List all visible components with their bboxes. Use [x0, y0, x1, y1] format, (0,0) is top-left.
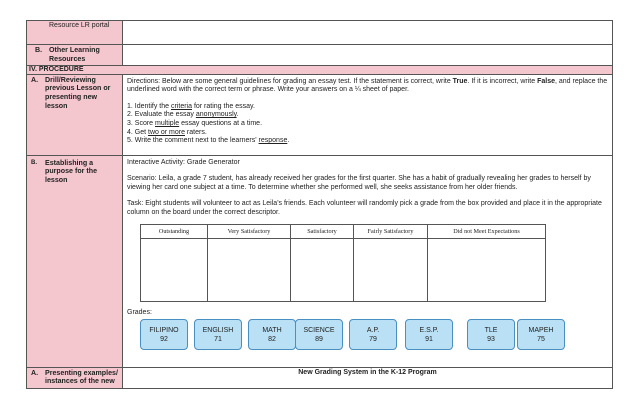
drill-cell [27, 74, 123, 155]
presenting-row [27, 367, 613, 388]
grade-box[interactable] [295, 319, 343, 350]
other-resources-label: Other Learning Resources [49, 46, 100, 63]
grade-value: 92 [160, 335, 168, 343]
purpose-row [27, 155, 613, 367]
grade-subject: E.S.P. [419, 326, 439, 334]
resource-portal-row [27, 21, 613, 45]
other-resources-row [27, 45, 613, 66]
grade-subject: FILIPINO [149, 326, 179, 334]
drill-directions: Directions: Below are some general guidelines for grading an essay test. If the statement is correct, write True. If it is incorrect, write False, and replace the underlined word with the correct term or phrase. Write your answers on a ¼ sheet of paper. [127, 77, 608, 94]
grade-subject: MAPEH [528, 326, 554, 334]
drill-content [123, 74, 613, 155]
resource-portal-content [123, 21, 613, 45]
presenting-marker: A. [31, 368, 39, 377]
drill-row [27, 74, 613, 155]
scenario-text: Scenario: Leila, a grade 7 student, has already received her grades for the first quarter. She has a habit of gradually revealing her grades to herself by viewing her card one subject at a time. To determine whether she performed well, she seeks assistance from her older friends. [127, 175, 591, 191]
drill-marker: A. [31, 75, 39, 84]
grade-subject: TLE [484, 326, 498, 334]
grade-value: 82 [268, 335, 276, 343]
descriptor-fairly-satisfactory: Fairly Satisfactory [354, 225, 428, 238]
board-column [291, 239, 354, 302]
purpose-label: Establishing a purpose for the lesson [45, 158, 98, 185]
descriptor-outstanding: Outstanding [141, 225, 208, 238]
descriptor-did-not-meet: Did not Meet Expectations [453, 227, 520, 235]
board-column [208, 239, 291, 302]
purpose-marker: B. [31, 159, 37, 166]
grade-box[interactable] [248, 319, 296, 350]
grade-subject: A.P. [366, 326, 380, 334]
descriptor-satisfactory: Satisfactory [291, 225, 354, 238]
board-column [428, 239, 545, 302]
purpose-cell [27, 155, 123, 367]
drill-item: 2. Evaluate the essay anonymously. [127, 111, 239, 119]
grade-value: 71 [214, 335, 222, 343]
grade-value: 93 [487, 335, 495, 343]
grade-value: 89 [315, 335, 323, 343]
other-resources-marker: B. [35, 46, 43, 54]
grade-value: 75 [537, 335, 545, 343]
resource-portal-label: Resource LR portal [49, 22, 110, 29]
grade-box[interactable] [349, 319, 397, 350]
grade-box[interactable] [405, 319, 453, 350]
procedure-row [27, 65, 613, 74]
grade-subject: MATH [262, 326, 282, 334]
resource-portal-cell [27, 21, 123, 45]
grade-value: 91 [425, 335, 433, 343]
presenting-content [123, 367, 613, 388]
grade-box-row [127, 319, 608, 355]
presenting-cell [27, 367, 123, 388]
grade-box[interactable] [467, 319, 515, 350]
lesson-plan-table [26, 20, 613, 389]
drill-item: 4. Get two or more raters. [127, 128, 207, 136]
drill-item: 5. Write the comment next to the learners' response. [127, 137, 290, 145]
purpose-content [123, 155, 613, 367]
descriptor-board [140, 224, 546, 302]
descriptor-very-satisfactory: Very Satisfactory [208, 225, 291, 238]
presenting-label: Presenting examples/ instances of the new [45, 368, 118, 386]
drill-item: 1. Identify the criteria for rating the essay. [127, 102, 255, 110]
drill-item: 3. Score multiple essay questions at a time. [127, 119, 263, 127]
other-resources-content [123, 45, 613, 66]
grades-label: Grades: [127, 308, 152, 316]
task-text: Task: Eight students will volunteer to act as Leila's friends. Each volunteer will randomly pick a grade from the box provided and place it in the appropriate column on the board under the correct descriptor. [127, 200, 602, 216]
board-column [141, 239, 208, 302]
grade-box[interactable] [194, 319, 242, 350]
board-column [354, 239, 428, 302]
grade-subject: ENGLISH [202, 326, 234, 334]
other-resources-cell [27, 45, 123, 66]
presenting-title: New Grading System in the K-12 Program [298, 368, 437, 376]
grade-value: 79 [369, 335, 377, 343]
grade-box[interactable] [140, 319, 188, 350]
activity-title: Interactive Activity: Grade Generator [127, 158, 240, 166]
procedure-heading: IV. PROCEDURE [27, 65, 613, 74]
grade-subject: SCIENCE [303, 326, 335, 334]
drill-label: Drill/Reviewing previous Lesson or presenting new lesson [45, 75, 111, 110]
drill-item-list [127, 103, 608, 146]
grade-box[interactable] [517, 319, 565, 350]
